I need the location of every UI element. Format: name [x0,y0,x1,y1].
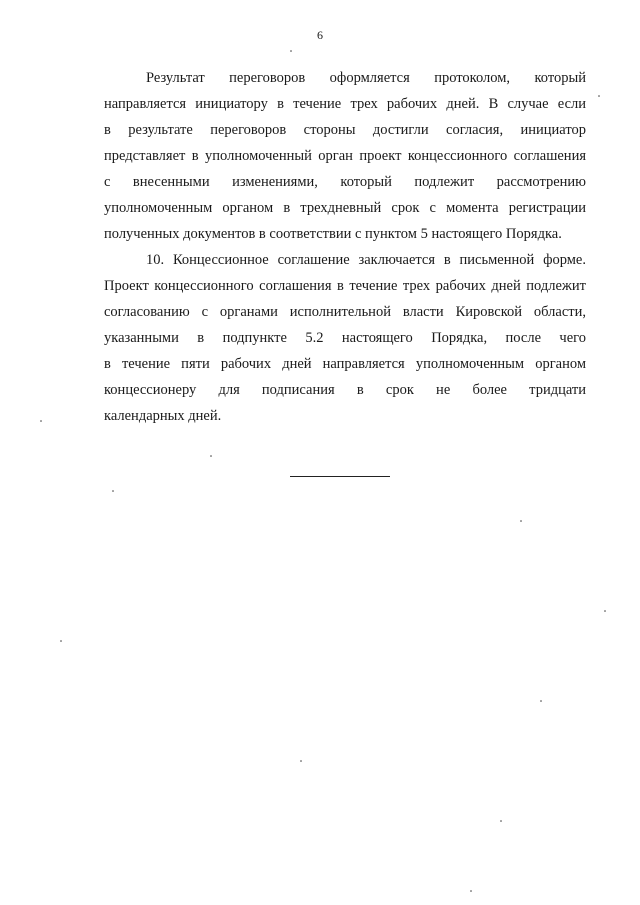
text-line: концессионеру для подписания в срок не более тридцати [104,382,586,398]
scan-speck [60,640,62,642]
paragraph-protocol [104,65,586,247]
text-line: представляет в уполномоченный орган проект концессионного соглашения [104,148,586,164]
scan-speck [500,820,502,822]
scan-speck [210,455,212,457]
text-line: в течение пяти рабочих дней направляется уполномоченным органом [104,356,586,372]
paragraph-item-10 [104,247,586,429]
scan-speck [290,50,292,52]
scan-speck [520,520,522,522]
text-line: Проект концессионного соглашения в течение трех рабочих дней подлежит [104,278,586,294]
closing-separator-line [290,476,390,477]
text-line: указанными в подпункте 5.2 настоящего Порядка, после чего [104,330,586,346]
scan-speck [540,700,542,702]
text-line: согласованию с органами исполнительной власти Кировской области, [104,304,586,320]
scan-speck [112,490,114,492]
scan-speck [470,890,472,892]
text-line: 10. Концессионное соглашение заключается в письменной форме. [146,252,586,268]
scan-speck [604,610,606,612]
body-text [104,65,586,429]
text-line: календарных дней. [104,408,222,424]
text-line: Результат переговоров оформляется протоколом, который [146,70,586,86]
text-line: уполномоченным органом в трехдневный срок с момента регистрации [104,200,586,216]
page-number: 6 [317,28,323,42]
text-line: полученных документов в соответствии с пунктом 5 настоящего Порядка. [104,226,562,242]
scan-speck [40,420,42,422]
text-line: с внесенными изменениями, который подлежит рассмотрению [104,174,586,190]
text-line: в результате переговоров стороны достигли согласия, инициатор [104,122,586,138]
scan-speck [300,760,302,762]
scan-speck [598,95,600,97]
text-line: направляется инициатору в течение трех рабочих дней. В случае если [104,96,586,112]
